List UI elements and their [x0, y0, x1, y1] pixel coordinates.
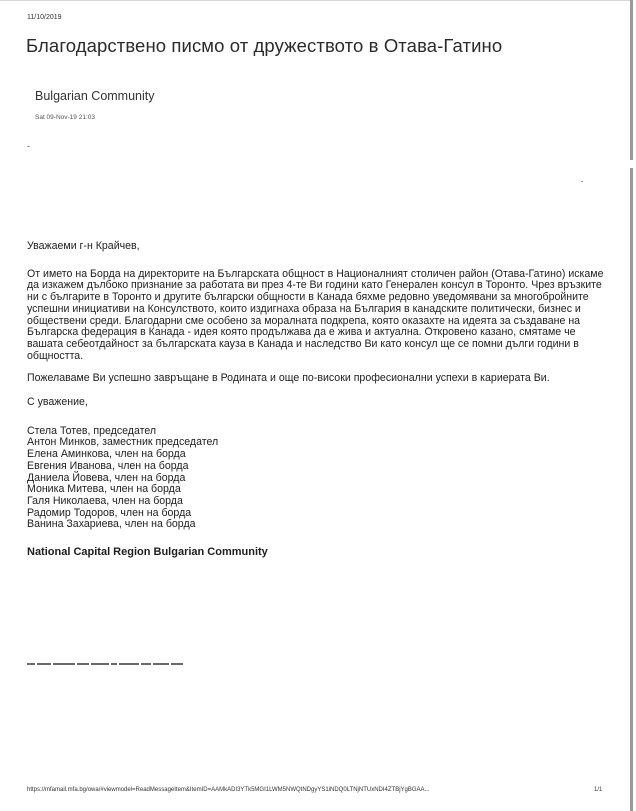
footer-url: https://mfamail.mfa.bg/owa/#viewmodel=ReadMessageItem&ItemID=AAMkADI3YTk5MGI1LWM5NWQtNDgyYS1iNDQ0LTNjNTUxNDI4ZTBjYgBGAA...: [27, 787, 430, 793]
page-right-edge-lower: [630, 168, 633, 811]
page-right-edge-upper: [630, 0, 633, 160]
paragraph-appreciation: От името на Борда на директорите на Българската общност в Националният столичен район (Отава-Гатино) искаме да изкажем дълбоко признание за работата ви през 4-те Ви години като Генерален консул в Торонто. Чрез връзките ни с българите в Торонто и другите български общности в Канада бяхме редовно уведомявани за многобройните успешни инициативи на Консулството, които издигнаха образа на България в канадските политически, бизнес и обществени среди. Благодарни сме особено за моралната подкрепа, която оказахте на идеята за създаване на Българска федерация в Канада - идея която продължава да е жива и актуална. Откровено казано, смятаме че вашата себеотдайност за българската кауза в Канада и наследство Ви като консул ще се помни дълги години в общността.: [27, 267, 604, 362]
body-separator: -: [27, 141, 30, 151]
print-date: 11/10/2019: [27, 14, 62, 21]
signatory: Галя Николаева, член на борда: [27, 494, 183, 507]
signatory: Елена Аминкова, член на борда: [27, 448, 186, 461]
footer-page-number: 1/1: [594, 787, 603, 793]
paragraph-wishes: Пожелаваме Ви успешно завръщане в Родината и още по-високи професионални успехи в кариерата Ви.: [27, 372, 550, 385]
sent-timestamp: Sat 09-Nov-19 21:03: [35, 114, 95, 121]
closing: С уважение,: [27, 396, 88, 409]
message-body: [27, 241, 605, 559]
greeting: Уважаеми г-н Крайчев,: [27, 240, 140, 252]
organization-name: National Capital Region Bulgarian Community: [27, 546, 268, 559]
truncated-text-line: [27, 663, 191, 666]
signatory: Даниела Йовева, член на борда: [27, 471, 186, 484]
message-subject: Благодарствено писмо от дружеството в Отава-Гатино: [26, 35, 503, 56]
signatory-list: [27, 426, 605, 531]
sender-name[interactable]: Bulgarian Community: [35, 89, 155, 103]
stray-mark: [581, 181, 583, 182]
signatory: Моника Митева, член на борда: [27, 483, 181, 496]
page-top-edge: [0, 0, 633, 1]
signatory: Евгения Иванова, член на борда: [27, 459, 189, 472]
signatory: Ванина Захариева, член на борда: [27, 518, 196, 531]
signatory: Стела Тотев, председател: [27, 424, 157, 437]
signatory: Радомир Тодоров, член на борда: [27, 506, 192, 519]
signatory: Антон Минков, заместник председател: [27, 436, 219, 449]
